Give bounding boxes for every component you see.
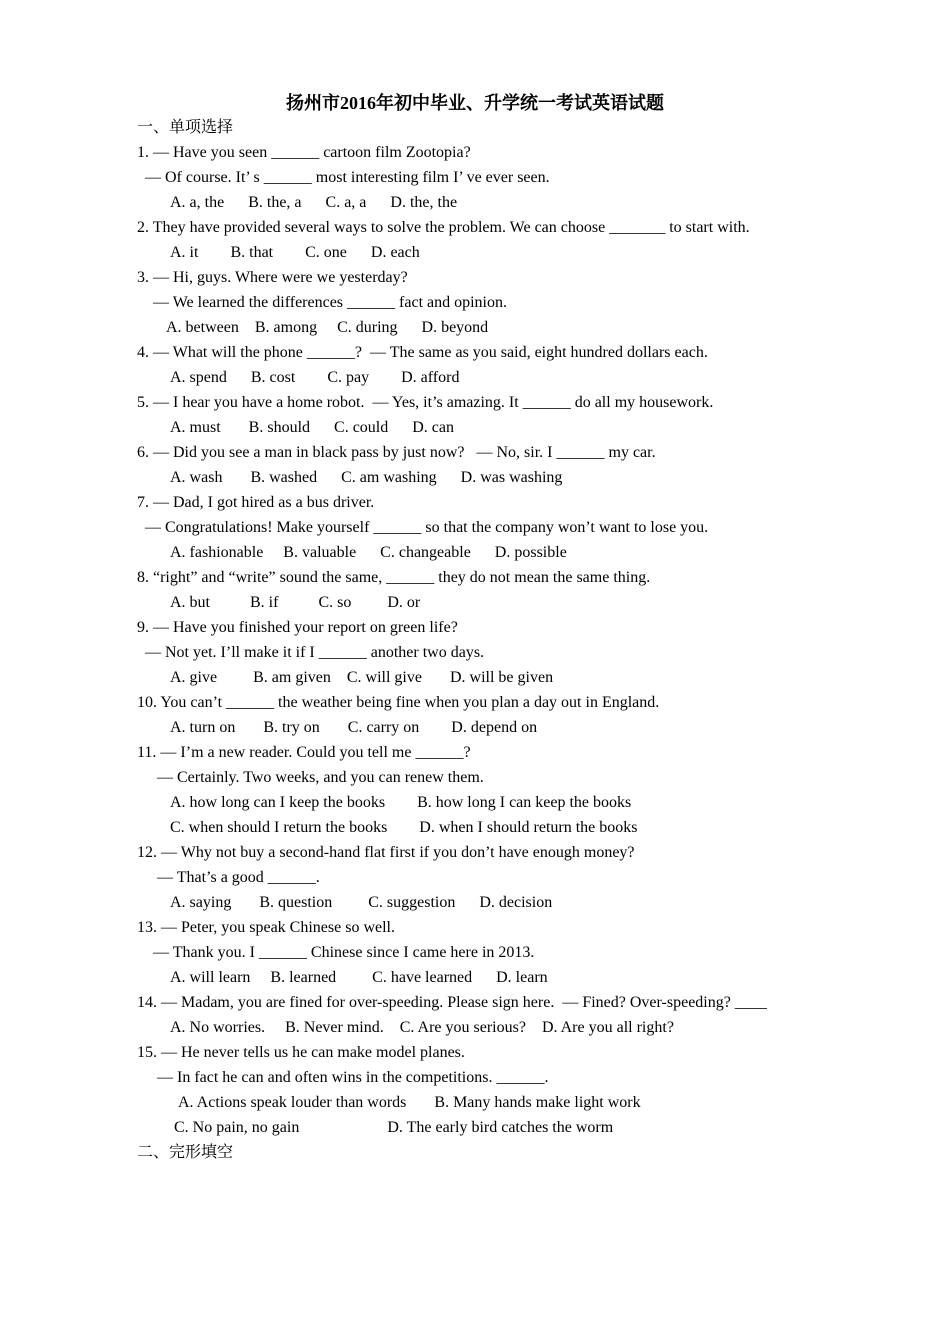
options-line: A. will learn B. learned C. have learned D. learn xyxy=(170,969,548,986)
question-line: — Of course. It’ s ______ most interesting film I’ ve ever seen. xyxy=(145,169,550,186)
question-line: 8. “right” and “write” sound the same, ______ they do not mean the same thing. xyxy=(137,569,651,586)
options-line: C. when should I return the books D. when I should return the books xyxy=(170,819,638,836)
question-line: 12. — Why not buy a second-hand flat first if you don’t have enough money? xyxy=(137,844,635,861)
options-line: A. it B. that C. one D. each xyxy=(170,244,420,261)
question-line: — We learned the differences ______ fact and opinion. xyxy=(153,294,507,311)
question-line: 5. — I hear you have a home robot. — Yes, it’s amazing. It ______ do all my housework. xyxy=(137,394,714,411)
section-heading: 一、单项选择 xyxy=(137,119,234,136)
question-line: — In fact he can and often wins in the competitions. ______. xyxy=(157,1069,549,1086)
options-line: A. must B. should C. could D. can xyxy=(170,419,454,436)
options-line: A. how long can I keep the books B. how long I can keep the books xyxy=(170,794,632,811)
section-heading: 二、完形填空 xyxy=(137,1144,234,1161)
options-line: A. turn on B. try on C. carry on D. depend on xyxy=(170,719,538,736)
options-line: A. a, the B. the, a C. a, a D. the, the xyxy=(170,194,458,211)
options-line: A. give B. am given C. will give D. will be given xyxy=(170,669,554,686)
question-line: 7. — Dad, I got hired as a bus driver. xyxy=(137,494,375,511)
question-line: — Certainly. Two weeks, and you can renew them. xyxy=(157,769,484,786)
options-line: A. No worries. B. Never mind. C. Are you serious? D. Are you all right? xyxy=(170,1019,674,1036)
options-line: C. No pain, no gain D. The early bird catches the worm xyxy=(174,1119,614,1136)
options-line: A. but B. if C. so D. or xyxy=(170,594,421,611)
question-line: — Congratulations! Make yourself ______ so that the company won’t want to lose you. xyxy=(145,519,709,536)
question-line: 1. — Have you seen ______ cartoon film Zootopia? xyxy=(137,144,471,161)
question-line: 14. — Madam, you are fined for over-speeding. Please sign here. — Fined? Over-speeding? ____ xyxy=(137,994,767,1011)
question-line: — That’s a good ______. xyxy=(157,869,320,886)
question-line: 6. — Did you see a man in black pass by just now? — No, sir. I ______ my car. xyxy=(137,444,656,461)
question-line: — Thank you. I ______ Chinese since I came here in 2013. xyxy=(153,944,535,961)
question-line: 10. You can’t ______ the weather being fine when you plan a day out in England. xyxy=(137,694,660,711)
question-line: 2. They have provided several ways to solve the problem. We can choose _______ to start with. xyxy=(137,219,750,236)
question-line: 15. — He never tells us he can make model planes. xyxy=(137,1044,465,1061)
question-line: 3. — Hi, guys. Where were we yesterday? xyxy=(137,269,408,286)
options-line: A. Actions speak louder than words B. Many hands make light work xyxy=(178,1094,641,1111)
exam-title: 扬州市2016年初中毕业、升学统一考试英语试题 xyxy=(286,93,664,113)
question-line: 4. — What will the phone ______? — The same as you said, eight hundred dollars each. xyxy=(137,344,708,361)
question-line: 11. — I’m a new reader. Could you tell me ______? xyxy=(137,744,471,761)
question-line: — Not yet. I’ll make it if I ______ another two days. xyxy=(145,644,485,661)
options-line: A. between B. among C. during D. beyond xyxy=(166,319,489,336)
question-line: 13. — Peter, you speak Chinese so well. xyxy=(137,919,395,936)
options-line: A. wash B. washed C. am washing D. was washing xyxy=(170,469,563,486)
options-line: A. spend B. cost C. pay D. afford xyxy=(170,369,460,386)
options-line: A. saying B. question C. suggestion D. decision xyxy=(170,894,553,911)
question-line: 9. — Have you finished your report on green life? xyxy=(137,619,458,636)
options-line: A. fashionable B. valuable C. changeable D. possible xyxy=(170,544,567,561)
